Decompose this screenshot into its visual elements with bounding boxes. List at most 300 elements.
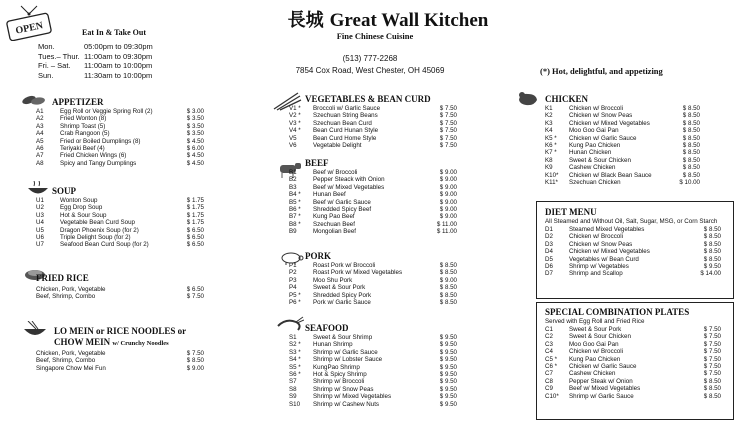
item-price: $ 3.50 [186,115,204,123]
item-name: Vegetable Bean Curd Soup [60,219,135,227]
pork-section [289,251,457,306]
diet-note: All Steamed and Without Oil, Salt, Sugar, MSG, or Corn Starch [545,218,718,225]
hours-day: Tues.– Thur. [38,51,80,61]
item-code: B9 [289,228,297,236]
item-price: $ 11.00 [436,228,457,236]
menu-item [545,348,721,355]
item-name: Shredded Spicy Pork [313,291,372,299]
item-price: $ 7.50 [439,119,457,127]
lo-mein-items [36,350,204,372]
item-name: Mongolian Beef [313,228,356,236]
item-code: K6 * [545,142,557,150]
item-price: $ 9.00 [439,176,457,184]
item-name: Chicken w/ Broccoli [569,105,623,112]
seafood-list [289,334,457,408]
chicken-title: CHICKEN [545,94,589,104]
item-price: $ 9.00 [439,206,457,214]
item-price: $ 9.00 [439,191,457,199]
hours-time: 11:00am to 10:00pm [84,61,153,70]
item-price: $ 8.50 [682,127,700,135]
item-code: B4 * [289,191,301,199]
menu-item [289,262,457,269]
item-price: $ 8.50 [703,240,721,248]
item-code: P2 [289,269,297,277]
item-price: $ 8.50 [439,291,457,299]
hours-row [38,42,153,52]
item-code: D5 [545,255,553,263]
item-code: V2 * [289,112,301,120]
seafood-section [289,323,457,408]
item-code: A4 [36,130,44,138]
menu-item [36,145,204,152]
item-name: Moo Goo Gai Pan [569,127,619,135]
item-code: C9 [545,385,553,393]
item-code: C3 [545,340,553,348]
item-name: Chicken w/ Mixed Vegetables [569,248,650,256]
item-code: B1 [289,169,297,176]
hours-day: Mon. [38,42,55,51]
item-price: $ 9.00 [439,276,457,284]
menu-item [289,213,457,220]
item-name: Shrimp Toast (5) [60,122,106,130]
chicken-icon [516,90,540,108]
soup-list [36,197,204,249]
hours-time: 11:30am to 10:00pm [84,70,153,80]
menu-item [289,299,457,306]
tagline: (*) Hot, delightful, and appetizing [540,66,663,76]
menu-item [289,112,457,119]
menu-item [545,164,700,171]
item-name: Hunan Shrimp [313,341,353,349]
item-name: Beef w/ Broccoli [313,169,358,176]
item-price: $ 7.50 [703,355,721,363]
lo-mein-title-2 [54,337,204,349]
appetizer-title: APPETIZER [52,97,104,107]
menu-item [545,378,721,385]
item-price: $ 8.50 [703,392,721,400]
menu-item [289,221,457,228]
item-name: Kung Pao Chicken [569,355,621,363]
menu-item [289,401,457,408]
item-code: D1 [545,226,553,233]
menu-item [289,378,457,385]
item-code: K7 * [545,149,557,157]
item-price: $ 7.50 [439,105,457,112]
fried-rice-list [36,286,204,301]
item-code: A1 [36,108,44,115]
menu-item [289,199,457,206]
item-name: Teriyaki Beef (4) [60,145,105,153]
item-code: S5 * [289,363,301,371]
item-code: A2 [36,115,44,123]
item-price: $ 7.50 [439,112,457,120]
item-name: Szechuan Chicken [569,179,621,187]
menu-item [289,356,457,363]
menu-item [289,393,457,400]
item-price: $ 3.50 [186,130,204,138]
item-price: $ 9.50 [439,385,457,393]
menu-item [289,292,457,299]
menu-item [545,135,700,142]
item-price: $ 9.50 [703,263,721,271]
seafood-title: SEAFOOD [305,323,349,333]
item-price: $ 1.75 [186,197,204,204]
item-price: $ 4.50 [186,152,204,160]
vegetables-title: VEGETABLES & BEAN CURD [305,94,431,104]
item-code: C10* [545,392,559,400]
soup-title: SOUP [52,186,77,196]
combo-title: SPECIAL COMBINATION PLATES [545,307,690,317]
menu-item [289,386,457,393]
menu-item [545,149,700,156]
menu-item [545,363,721,370]
item-code: D6 [545,263,553,271]
chicken-list [545,105,700,186]
menu-item [289,284,457,291]
item-name: Sweet & Sour Chicken [569,333,631,341]
item-name: Szechuan Bean Curd [313,119,372,127]
item-code: B7 * [289,213,301,221]
hours-title: Eat In & Take Out [82,28,147,37]
item-price: $ 4.50 [186,137,204,145]
menu-item [36,130,204,137]
item-code: C7 [545,370,553,378]
menu-item [545,270,721,277]
chicken-section [545,94,700,186]
item-code: S1 [289,334,297,341]
item-name: Sweet & Sour Chicken [569,156,631,164]
item-code: A8 [36,159,44,167]
item-code: S6 * [289,371,301,379]
item-code: P3 [289,276,297,284]
item-price: $ 1.75 [186,204,204,212]
item-price: $ 7.50 [703,348,721,356]
menu-item [36,123,204,130]
item-price: $ 7.50 [703,370,721,378]
diet-title: DIET MENU [545,207,597,217]
item-code: V1 * [289,105,301,112]
item-price: $ 7.50 [186,293,204,301]
item-name: Chicken, Pork, Vegetable [36,286,106,293]
item-name: Steamed Mixed Vegetables [569,226,645,233]
item-price: $ 1.75 [186,211,204,219]
item-price: $ 8.50 [682,119,700,127]
item-price: $ 8.50 [439,262,457,269]
item-code: P1 [289,262,297,269]
item-name: Beef, Shrimp, Combo [36,293,96,301]
item-code: K2 [545,112,553,120]
item-price: $ 9.00 [186,364,204,372]
item-code: C1 [545,326,553,333]
item-name: Sweet & Sour Pork [313,284,366,292]
item-code: K5 * [545,134,557,142]
item-code: P6 * [289,299,301,307]
item-name: Triple Delight Soup (for 2) [60,234,131,242]
menu-item [36,234,204,241]
item-code: C8 [545,377,553,385]
item-name: Beef w/ Mixed Vegetables [569,385,641,393]
item-name: Sweet & Sour Shrimp [313,334,373,341]
beef-list [289,169,457,236]
vegetables-list [289,105,457,149]
item-name: Shredded Spicy Beef [313,206,372,214]
menu-item [545,356,721,363]
item-name: Shrimp w/ Cashew Nuts [313,400,380,408]
item-code: K10* [545,171,559,179]
item-code: P5 * [289,291,301,299]
menu-item [289,169,457,176]
item-code: S9 [289,393,297,401]
item-name: Beef w/ Mixed Vegetables [313,183,385,191]
item-name: Chicken w/ Black Bean Sauce [569,171,652,179]
item-price: $ 9.50 [439,363,457,371]
menu-item [545,241,721,248]
item-price: $ 8.50 [703,255,721,263]
item-code: C5 * [545,355,558,363]
item-price: $ 9.50 [439,371,457,379]
menu-item [36,365,204,372]
item-price: $ 6.50 [186,241,204,249]
item-name: Pork w/ Garlic Sauce [313,299,371,307]
lo-mein-title-main: CHOW MEIN [54,337,111,347]
subtitle: Fine Chinese Cuisine [336,31,414,41]
menu-item [545,120,700,127]
menu-item [545,326,721,333]
item-name: Fried or Boiled Dumplings (8) [60,137,141,145]
item-name: Chicken w/ Snow Peas [569,240,633,248]
item-code: U6 [36,234,44,242]
menu-item [545,370,721,377]
item-name: Chicken w/ Broccoli [569,233,623,241]
item-code: A3 [36,122,44,130]
hours-time: 11:00am to 09:30pm [84,51,153,61]
item-name: Moo Goo Gai Pan [569,340,619,348]
item-name: Singapore Chow Mei Fun [36,364,106,372]
menu-item [289,334,457,341]
item-price: $ 9.50 [439,334,457,341]
item-name: Hot & Sour Soup [60,211,107,219]
item-code: S8 [289,385,297,393]
noodle-bowl-icon [22,321,48,339]
menu-item [36,108,204,115]
item-price: $ 7.50 [439,134,457,142]
soup-section [36,186,204,249]
item-name: Hunan Chicken [569,149,612,157]
combo-box [536,302,734,420]
vegetables-section [289,94,457,149]
item-code: A6 [36,145,44,153]
item-name: Hunan Beef [313,191,346,199]
item-price: $ 10.00 [679,179,700,187]
menu-item [36,138,204,145]
menu-item [289,142,457,149]
item-code: D3 [545,240,553,248]
restaurant-name-zh: 長城 [287,10,324,30]
item-price: $ 8.50 [682,156,700,164]
menu-item [545,179,700,186]
item-price: $ 9.50 [439,400,457,408]
item-price: $ 7.50 [703,326,721,333]
menu-item [545,127,700,134]
item-price: $ 8.50 [439,269,457,277]
item-name: Shrimp w/ Vegetables [569,263,629,271]
item-code: U4 [36,219,44,227]
menu-item [545,385,721,392]
menu-item [36,241,204,248]
item-name: Chicken w/ Broccoli [569,348,623,356]
item-price: $ 8.50 [682,164,700,172]
item-price: $ 8.50 [703,233,721,241]
item-price: $ 3.50 [186,122,204,130]
item-name: Sweet & Sour Pork [569,326,622,333]
item-name: Chicken, Pork, Vegetable [36,350,106,357]
menu-item [545,226,721,233]
menu-item [545,172,700,179]
item-price: $ 9.50 [439,348,457,356]
item-name: Beef, Shrimp, Combo [36,357,96,365]
menu-item [545,233,721,240]
menu-item [36,357,204,364]
hours-day: Fri. – Sat. [38,61,71,70]
menu-item [36,286,204,293]
menu-item [289,135,457,142]
menu-item [545,256,721,263]
item-price: $ 8.50 [703,385,721,393]
item-code: D7 [545,270,553,278]
item-name: Vegetable Delight [313,142,362,150]
menu-item [289,191,457,198]
item-price: $ 8.50 [439,284,457,292]
item-code: B3 [289,183,297,191]
item-code: S10 [289,400,301,408]
item-name: Shrimp w/ Broccoli [313,378,365,386]
item-price: $ 8.50 [682,112,700,120]
item-code: U3 [36,211,44,219]
menu-item [36,115,204,122]
item-price: $ 9.00 [439,169,457,176]
item-price: $ 8.50 [682,142,700,150]
appetizer-list [36,108,204,167]
item-code: B8 * [289,220,301,228]
menu-item [289,127,457,134]
item-name: Vegetables w/ Bean Curd [569,255,639,263]
menu-item [36,350,204,357]
item-name: Roast Pork w/ Broccoli [313,262,376,269]
item-price: $ 8.50 [682,134,700,142]
item-name: Roast Pork w/ Mixed Vegetables [313,269,403,277]
item-name: Chicken w/ Snow Peas [569,112,633,120]
lo-mein-section [54,326,204,349]
item-name: Egg Roll or Veggie Spring Roll (2) [60,108,153,115]
item-name: Chicken w/ Garlic Sauce [569,134,637,142]
item-name: Beef w/ Garlic Sauce [313,198,371,206]
item-price: $ 9.00 [439,183,457,191]
item-price: $ 8.50 [703,248,721,256]
menu-item [289,371,457,378]
item-code: A5 [36,137,44,145]
menu-item [36,152,204,159]
diet-menu-box [536,201,734,299]
hours-day: Sun. [38,70,54,80]
item-code: P4 [289,284,297,292]
menu-item [289,364,457,371]
diet-list [545,226,721,278]
item-price: $ 9.50 [439,393,457,401]
menu-item [289,184,457,191]
menu-item [36,212,204,219]
item-price: $ 7.50 [439,127,457,135]
fried-rice-title: FRIED RICE [36,273,89,283]
pork-title: PORK [305,251,331,261]
item-name: Cashew Chicken [569,370,616,378]
menu-item [289,120,457,127]
item-price: $ 4.50 [186,159,204,167]
item-code: K8 [545,156,553,164]
item-name: KungPao Shrimp [313,363,360,371]
item-code: D2 [545,233,553,241]
item-name: Bean Curd Hunan Style [313,127,379,135]
item-code: K11* [545,179,558,187]
item-code: B6 * [289,206,301,214]
menu-item [289,277,457,284]
beef-title: BEEF [305,158,329,168]
item-code: K1 [545,105,553,112]
restaurant-name: Great Wall Kitchen [329,10,489,31]
address: 7854 Cox Road, West Chester, OH 45069 [295,66,445,75]
item-code: S7 [289,378,297,386]
appetizer-section [36,97,204,167]
menu-item [545,341,721,348]
menu-item [545,333,721,340]
item-name: Chicken w/ Garlic Sauce [569,363,637,371]
item-name: Dragon Phoenix Soup (for 2) [60,226,139,234]
combo-list [545,326,721,400]
item-name: Egg Drop Soup [60,204,103,212]
item-code: C4 [545,348,553,356]
item-code: V6 [289,142,297,150]
item-name: Cashew Chicken [569,164,616,172]
item-name: Bean Curd Home Style [313,134,377,142]
item-name: Fried Chicken Wings (6) [60,152,127,160]
item-price: $ 6.50 [186,234,204,242]
item-name: Shrimp w/ Lobster Sauce [313,356,383,364]
menu-item [289,206,457,213]
item-code: S3 * [289,348,301,356]
item-name: Szechuan String Beans [313,112,378,120]
item-price: $ 6.50 [186,226,204,234]
item-code: V3 * [289,119,301,127]
item-code: B5 * [289,198,301,206]
menu-item [289,105,457,112]
item-code: U1 [36,197,44,204]
menu-item [545,248,721,255]
item-code: C6 * [545,363,558,371]
item-price: $ 11.00 [436,220,457,228]
item-price: $ 7.50 [703,363,721,371]
item-price: $ 7.50 [439,142,457,150]
item-code: S4 * [289,356,301,364]
item-name: Hot & Spicy Shrimp [313,371,367,379]
item-price: $ 9.50 [439,341,457,349]
item-name: Shrimp w/ Garlic Sauce [569,392,634,400]
item-code: K9 [545,164,553,172]
hours-row [38,61,153,71]
open-sign-icon [3,5,55,41]
item-price: $ 6.50 [186,286,204,293]
item-name: Shrimp and Scallop [569,270,623,278]
item-name: Kung Pao Chicken [569,142,621,150]
item-code: C2 [545,333,553,341]
